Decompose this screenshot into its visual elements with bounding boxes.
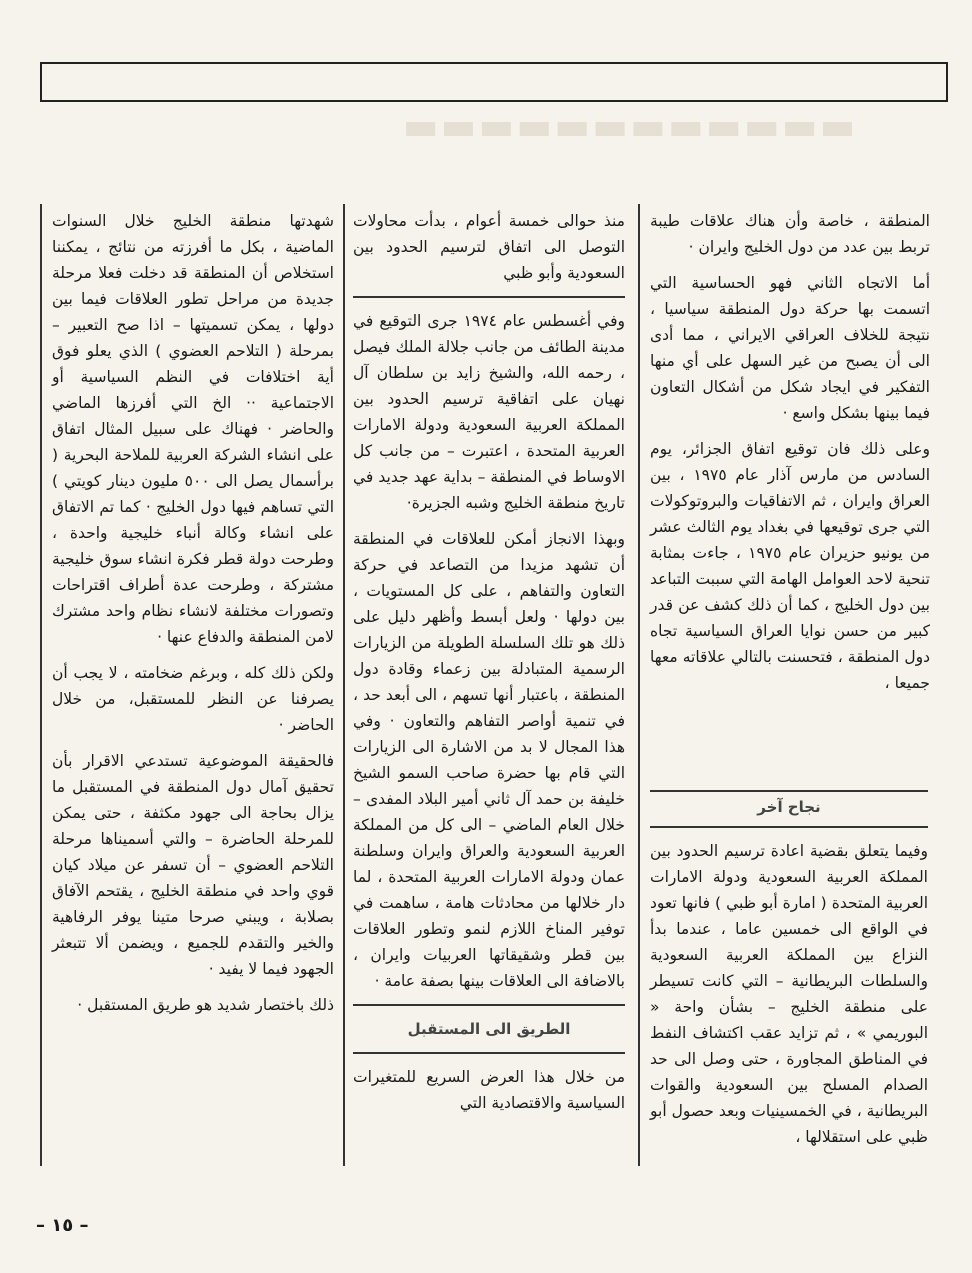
- paragraph: أما الاتجاه الثاني فهو الحساسية التي اتسمت بها حركة دول المنطقة سياسيا ، نتيجة للخلاف العراقي الايراني ، مما أدى الى أن يصبح من غير السهل على أي منها التفكير في ايجاد شكل من أشكال التعاون فيما بينها بشكل واسع ·: [650, 274, 930, 422]
- header-decoration: ▬▬▬▬▬▬▬▬▬▬▬▬: [402, 104, 858, 148]
- paragraph: وفي أغسطس عام ١٩٧٤ جرى التوقيع في مدينة الطائف من جانب جلالة الملك فيصل ، رحمه الله، والشيخ زايد بن سلطان آل نهيان على اتفاقية ترسيم الحدود بين المملكة العربية السعودية ودولة الامارات العربية المتحدة ، اعتبرت – من جانب كل الاوساط في المنطقة – بداية عهد جديد في تاريخ منطقة الخليج وشبه الجزيرة·: [353, 312, 625, 512]
- paragraph: ذلك باختصار شديد هو طريق المستقبل ·: [77, 996, 334, 1014]
- paragraph: من خلال هذا العرض السريع للمتغيرات السياسية والاقتصادية التي: [353, 1068, 625, 1112]
- page-number: – ١٥ –: [36, 1215, 89, 1236]
- column-rule-right: [638, 204, 640, 1166]
- paragraph: ولكن ذلك كله ، وبرغم ضخامته ، لا يجب أن يصرفنا عن النظر للمستقبل، من خلال الحاضر ·: [52, 664, 334, 734]
- section-heading: الطريق الى المستقبل: [407, 1020, 571, 1038]
- paragraph: المنطقة ، خاصة وأن هناك علاقات طيبة تربط بين عدد من دول الخليج وايران ·: [650, 212, 930, 256]
- paragraph: شهدتها منطقة الخليج خلال السنوات الماضية ، بكل ما أفرزته من نتائج ، يمكننا استخلاص أن المنطقة قد دخلت فعلا مرحلة جديدة من مراحل تطور العلاقات فيما بين دولها ، يمكن تسميتها – اذا صح التعبير – بمرحلة ( التلاحم العضوي ) الذي يعلو فوق أية اختلافات في النظم السياسية أو الاجتماعية ·· الخ التي أفرزها الماضي والحاضر · فهناك على سبيل المثال اتفاق على انشاء الشركة العربية للملاحة البحرية ( برأسمال يصل الى ٥٠٠ مليون دينار كويتي ) التي تساهم فيها دول الخليج · كما تم الاتفاق على انشاء وكالة أنباء خليجية واحدة ، وطرحت دولة قطر فكرة انشاء سوق خليجية مشتركة ، وطرحت عدة أطراف اقتراحات وتصورات مختلفة لانشاء نظام واحد مشترك لامن المنطقة والدفاع عنها ·: [52, 212, 334, 646]
- header-frame: [40, 62, 948, 102]
- column-middle: [353, 208, 625, 1126]
- column-rule-left: [40, 204, 42, 1166]
- sidebar-box: [650, 790, 928, 1160]
- paragraph: منذ حوالى خمسة أعوام ، بدأت محاولات التوصل الى اتفاق لترسيم الحدود بين السعودية وأبو ظبي: [353, 212, 625, 282]
- column-left: [52, 208, 334, 1028]
- box-paragraph: وفيما يتعلق بقضية اعادة ترسيم الحدود بين المملكة العربية السعودية ودولة الامارات العربية المتحدة ( امارة أبو ظبي ) فانها تعود في الواقع الى خمسين عاما ، عندما بدأ النزاع بين المملكة العربية السعودية والسلطات البريطانية – التي كانت تسيطر على منطقة الخليج – بشأن واحة « البوريمي » ، ثم تزايد عقب اكتشاف النفط في المناطق المجاورة ، حتى وصل الى حد الصدام المسلح بين السعودية والقوات البريطانية ، في الخمسينيات وبعد حصول أبو ظبي على استقلالها ،: [650, 842, 928, 1146]
- box-title: نجاح آخر: [757, 798, 821, 816]
- section-rule: [353, 1052, 625, 1054]
- section-rule: [353, 1004, 625, 1006]
- section-rule: [353, 296, 625, 298]
- column-rule-middle: [343, 204, 345, 1166]
- paragraph: فالحقيقة الموضوعية تستدعي الاقرار بأن تحقيق آمال دول المنطقة في المستقبل ما يزال بحاجة الى جهود مكثفة ، حتى يمكن للمرحلة الحاضرة – والتي أسميناها مرحلة التلاحم العضوي – أن تسفر عن ميلاد كيان قوي واحد في منطقة الخليج ، يقتحم الآفاق بصلابة ، ويبني صرحا متينا يوفر الرفاهية والخير والتقدم للجميع ، ويضمن ألا تتبعثر الجهود فيما لا يفيد ·: [52, 752, 334, 978]
- paragraph: وعلى ذلك فان توقيع اتفاق الجزائر، يوم السادس من مارس آذار عام ١٩٧٥ ، بين العراق وايران ، ثم الاتفاقيات والبروتوكولات التي جرى توقيعها في بغداد يوم الثالث عشر من يونيو حزيران عام ١٩٧٥ ، جاءت بمثابة تنحية لاحد العوامل الهامة التي سببت التباعد بين دول الخليج ، كما أن ذلك كشف عن قدر كبير من حسن نوايا العراق السياسية تجاه دول المنطقة ، فتحسنت بالتالي علاقاته معها جميعا ،: [650, 440, 931, 692]
- paragraph: وبهذا الانجاز أمكن للعلاقات في المنطقة أن تشهد مزيدا من التصاعد في حركة التعاون والتفاهم ، على كل المستويات ، بين دولها · ولعل أبسط وأظهر دليل على ذلك هو تلك السلسلة الطويلة من الزيارات الرسمية المتبادلة بين زعماء وقادة دول المنطقة ، باعتبار أنها تسهم ، الى أبعد حد ، في تنمية أواصر التفاهم والتعاون · وفي هذا المجال لا بد من الاشارة الى الزيارات التي قام بها حضرة صاحب السمو الشيخ خليفة بن حمد آل ثاني أمير البلاد المفدى – خلال العام الماضي – الى كل من المملكة العربية السعودية والعراق وايران وسلطنة عمان ودولة الامارات العربية المتحدة ، لما دار خلالها من محادثات هامة ، ساهمت في توفير المناخ اللازم لنمو وتطور العلاقات بين قطر وشقيقاتها العربيات وايران ، بالاضافة الى العلاقات بينها بصفة عامة ·: [353, 530, 625, 990]
- column-right: [650, 208, 930, 706]
- box-rule: [650, 826, 928, 828]
